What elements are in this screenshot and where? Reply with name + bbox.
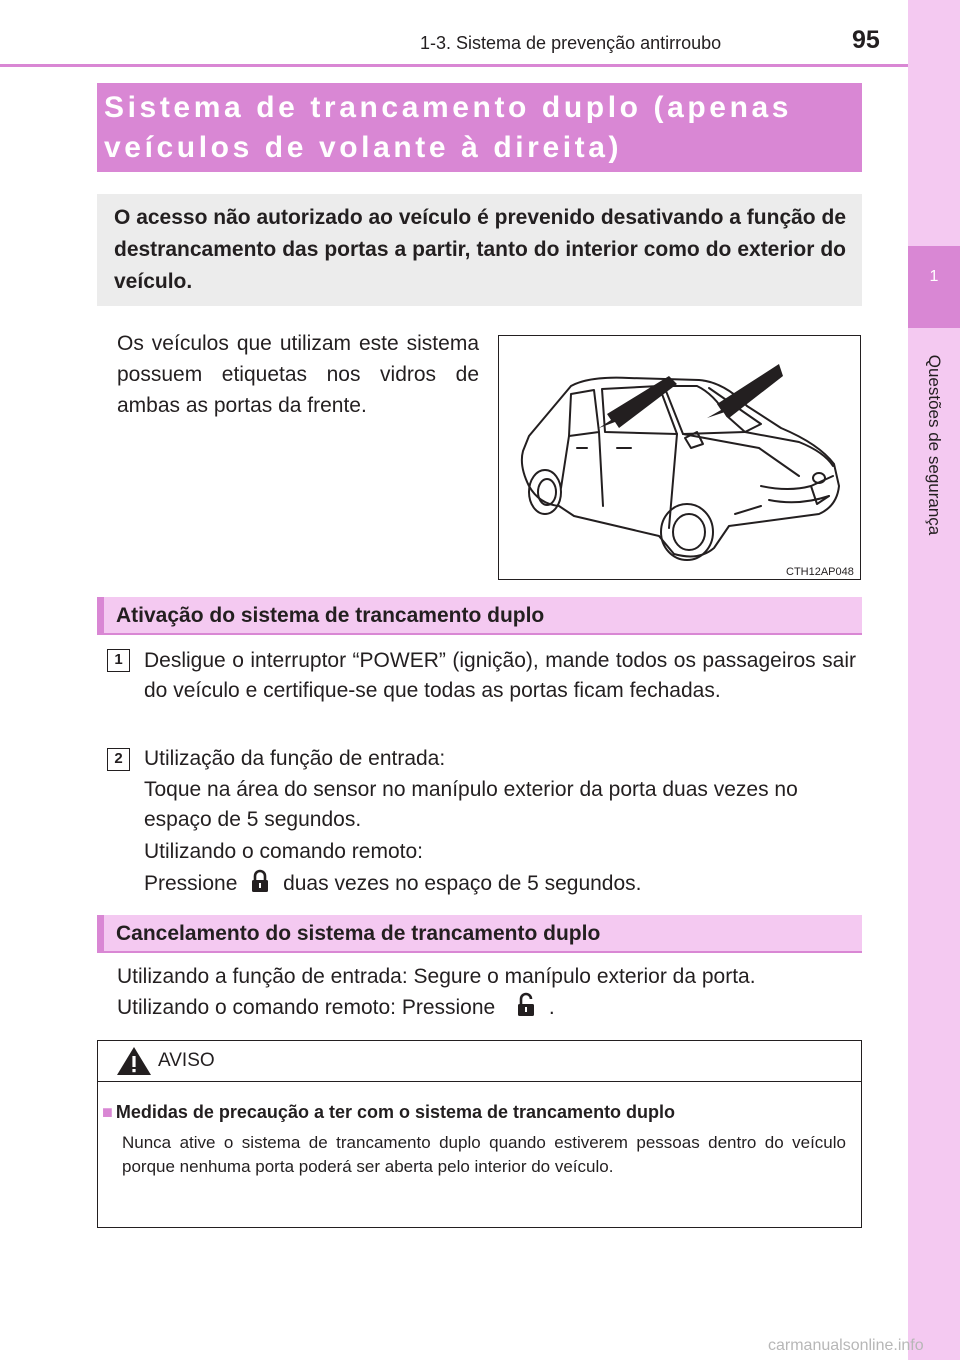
step-2-press-prefix: Pressione <box>144 872 238 895</box>
vehicle-note: Os veículos que utilizam este sistema possuem etiquetas nos vidros de ambas as portas da frente. <box>117 332 479 417</box>
warning-title-text: Medidas de precaução a ter com o sistema de trancamento duplo <box>115 1102 676 1122</box>
step-2-line-2: Toque na área do sensor no manípulo exterior da porta duas vezes no espaço de 5 segundos. <box>144 778 798 831</box>
step-2-line-1: Utilização da função de entrada: <box>144 747 446 770</box>
header-divider <box>0 64 908 67</box>
step-2-line-3: Utilizando o comando remoto: <box>144 840 423 863</box>
car-drawing <box>499 336 860 579</box>
warning-label: AVISO <box>158 1050 215 1071</box>
warning-triangle-icon <box>116 1046 152 1076</box>
cancel-line-2-prefix: Utilizando o comando remoto: Pressione <box>117 996 496 1019</box>
step-number-1: 1 <box>107 649 130 672</box>
activation-heading-text: Ativação do sistema de trancamento duplo <box>116 604 545 627</box>
intro-text: O acesso não autorizado ao veículo é prevenido desativando a função de destrancamento das portas a partir, tanto do interior como do exterior do veículo. <box>114 206 846 293</box>
header-section-title: 1-3. Sistema de prevenção antirroubo <box>420 33 722 53</box>
chapter-label: Questões de segurança <box>925 354 944 536</box>
step-1-text: Desligue o interruptor “POWER” (ignição), mande todos os passageiros sair do veículo e certifique-se que todas as portas ficam fechadas. <box>144 649 856 702</box>
warning-title <box>102 1102 675 1123</box>
cancel-heading <box>97 915 862 953</box>
chapter-tab-strip <box>908 0 960 1360</box>
car-illustration <box>498 335 861 580</box>
step-number-2: 2 <box>107 748 130 771</box>
figure-code: CTH12AP048 <box>786 566 854 578</box>
unlock-icon <box>515 992 537 1018</box>
cancel-line-2 <box>117 992 857 1023</box>
cancel-heading-text: Cancelamento do sistema de trancamento duplo <box>116 922 601 945</box>
activation-heading <box>97 597 862 635</box>
page-number: 95 <box>852 26 880 54</box>
warning-text: Nunca ative o sistema de trancamento duplo quando estiverem pessoas dentro do veículo porque nenhuma porta poderá ser aberta pelo interior do veículo. <box>122 1133 846 1176</box>
chapter-tab <box>908 246 960 328</box>
warning-bullet: ■ <box>102 1102 113 1122</box>
warning-divider <box>98 1081 861 1082</box>
lock-icon <box>249 868 271 894</box>
step-2-press-line <box>144 868 856 899</box>
page-title: Sistema de trancamento duplo (apenas veículos de volante à direita) <box>104 91 793 164</box>
cancel-line-2-suffix: . <box>548 996 555 1019</box>
step-2-press-suffix: duas vezes no espaço de 5 segundos. <box>283 872 642 895</box>
watermark: carmanualsonline.info <box>768 1337 924 1354</box>
cancel-line-1: Utilizando a função de entrada: Segure o manípulo exterior da porta. <box>117 965 756 988</box>
chapter-number: 1 <box>929 268 939 285</box>
